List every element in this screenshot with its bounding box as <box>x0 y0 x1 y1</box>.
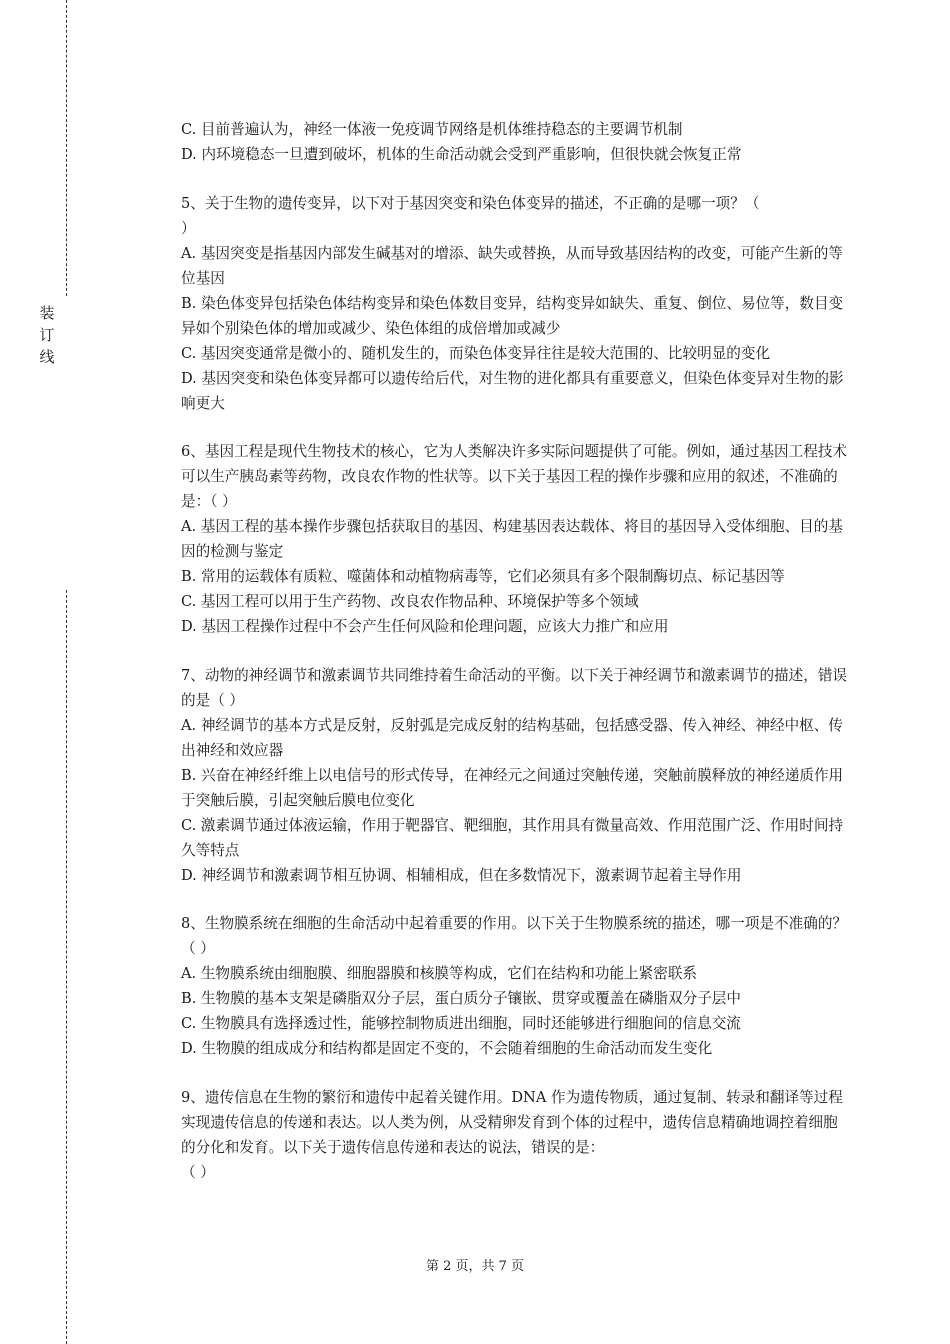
answer-option: C. 激素调节通过体液运输，作用于靶器官、靶细胞，其作用具有微量高效、作用范围广泛、作用时间持久等特点 <box>181 816 844 859</box>
answer-option: D. 神经调节和激素调节相互协调、相辅相成，但在多数情况下，激素调节起着主导作用 <box>181 866 742 884</box>
question-stem: 9、遗传信息在生物的繁衍和遗传中起着关键作用。DNA 作为遗传物质，通过复制、转录和翻译等过程实现遗传信息的传递和表达。以人类为例，从受精卵发育到个体的过程中，遗传信息精确地调控着细胞的分化和发育。以下关于遗传信息传递和表达的说法，错误的是： <box>181 1088 843 1156</box>
binding-char: 订 <box>39 326 55 344</box>
question-stem: 5、关于生物的遗传变异，以下对于基因突变和染色体变异的描述，不正确的是哪一项？（ <box>181 194 760 212</box>
answer-option: C. 目前普遍认为，神经一体液一免疫调节网络是机体维持稳态的主要调节机制 <box>181 121 683 138</box>
answer-option: B. 染色体变异包括染色体结构变异和染色体数目变异，结构变异如缺失、重复、倒位、易位等，数目变异如个别染色体的增加或减少、染色体组的成倍增加或减少 <box>181 294 844 337</box>
question-q5 <box>181 191 851 416</box>
binding-char: 线 <box>39 348 55 366</box>
answer-option: C. 生物膜具有选择透过性，能够控制物质进出细胞，同时还能够进行细胞间的信息交流 <box>181 1015 741 1032</box>
binding-label <box>37 302 57 368</box>
answer-option: B. 常用的运载体有质粒、噬菌体和动植物病毒等，它们必须具有多个限制酶切点、标记基因等 <box>181 568 785 585</box>
question-q9 <box>181 1085 851 1185</box>
question-q4-tail <box>181 117 851 167</box>
question-stem: （ ） <box>181 1163 215 1181</box>
answer-option: A. 基因突变是指基因内部发生碱基对的增添、缺失或替换，从而导致基因结构的改变，可能产生新的等位基因 <box>181 244 843 287</box>
question-q8 <box>181 911 851 1061</box>
answer-option: A. 生物膜系统由细胞膜、细胞器膜和核膜等构成，它们在结构和功能上紧密联系 <box>181 965 698 982</box>
answer-option: B. 兴奋在神经纤维上以电信号的形式传导，在神经元之间通过突触传递，突触前膜释放的神经递质作用于突触后膜，引起突触后膜电位变化 <box>181 766 844 809</box>
binding-line-bottom <box>66 590 67 1344</box>
answer-option: A. 神经调节的基本方式是反射，反射弧是完成反射的结构基础，包括感受器、传入神经、神经中枢、传出神经和效应器 <box>181 716 843 759</box>
answer-option: C. 基因工程可以用于生产药物、改良农作物品种、环境保护等多个领域 <box>181 593 639 610</box>
answer-option: D. 基因工程操作过程中不会产生任何风险和伦理问题，应该大力推广和应用 <box>181 618 669 635</box>
question-stem: 8、生物膜系统在细胞的生命活动中起着重要的作用。以下关于生物膜系统的描述，哪一项是不准确的？（ ） <box>181 915 848 957</box>
page-footer: 第 2 页，共 7 页 <box>425 1259 525 1274</box>
binding-line-top <box>66 0 67 296</box>
question-content <box>181 117 851 1208</box>
answer-option: D. 基因突变和染色体变异都可以遗传给后代，对生物的进化都具有重要意义，但染色体变异对生物的影响更大 <box>181 369 844 412</box>
question-q7 <box>181 663 851 888</box>
answer-option: D. 内环境稳态一旦遭到破坏，机体的生命活动就会受到严重影响，但很快就会恢复正常 <box>181 146 742 163</box>
answer-option: B. 生物膜的基本支架是磷脂双分子层，蛋白质分子镶嵌、贯穿或覆盖在磷脂双分子层中 <box>181 990 741 1007</box>
answer-option: A. 基因工程的基本操作步骤包括获取目的基因、构建基因表达载体、将目的基因导入受体细胞、目的基因的检测与鉴定 <box>181 518 843 560</box>
answer-option: D. 生物膜的组成成分和结构都是固定不变的，不会随着细胞的生命活动而发生变化 <box>181 1040 713 1057</box>
answer-option: C. 基因突变通常是微小的、随机发生的，而染色体变异往往是较大范围的、比较明显的变化 <box>181 344 771 362</box>
question-stem: 6、基因工程是现代生物技术的核心，它为人类解决许多实际问题提供了可能。例如，通过基因工程技术可以生产胰岛素等药物，改良农作物的性状等。以下关于基因工程的操作步骤和应用的叙述，不准确的是：（ ） <box>181 443 848 510</box>
question-q6 <box>181 439 851 639</box>
question-stem: ） <box>181 219 196 237</box>
question-stem: 7、动物的神经调节和激素调节共同维持着生命活动的平衡。以下关于神经调节和激素调节的描述，错误的是（ ） <box>181 666 848 709</box>
binding-char: 装 <box>39 304 55 322</box>
